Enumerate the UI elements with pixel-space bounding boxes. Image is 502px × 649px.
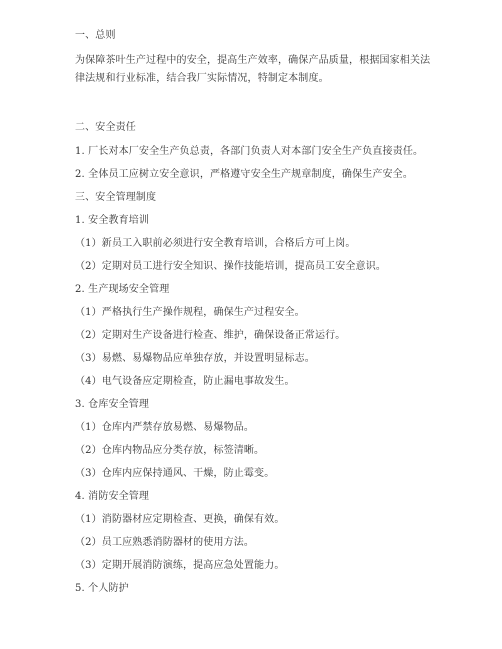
section-heading-management: 三、安全管理制度 — [75, 192, 157, 203]
list-item: （3）定期开展消防演练，提高应急处置能力。 — [75, 560, 285, 571]
subsection-heading: 5. 个人防护 — [75, 583, 129, 594]
subsection-heading: 2. 生产现场安全管理 — [75, 284, 170, 295]
section-heading-general: 一、总则 — [75, 30, 116, 41]
section-heading-responsibility: 二、安全责任 — [75, 122, 136, 133]
list-item: （1）消防器材应定期检查、更换，确保有效。 — [75, 514, 285, 525]
list-item: 2. 全体员工应树立安全意识，严格遵守安全生产规章制度，确保生产安全。 — [75, 169, 413, 180]
list-item: （3）仓库内应保持通风、干燥，防止霉变。 — [75, 468, 275, 479]
list-item: （4）电气设备应定期检查，防止漏电事故发生。 — [75, 376, 295, 387]
list-item: （2）定期对生产设备进行检查、维护，确保设备正常运行。 — [75, 330, 346, 341]
list-item: （1）严格执行生产操作规程，确保生产过程安全。 — [75, 307, 305, 318]
list-item: （2）员工应熟悉消防器材的使用方法。 — [75, 537, 255, 548]
subsection-heading: 3. 仓库安全管理 — [75, 399, 150, 410]
list-item: 1. 厂长对本厂安全生产负总责，各部门负责人对本部门安全生产负直接责任。 — [75, 146, 424, 157]
list-item: （1）新员工入职前必须进行安全教育培训，合格后方可上岗。 — [75, 238, 356, 249]
list-item: （2）仓库内物品应分类存放，标签清晰。 — [75, 445, 265, 456]
subsection-heading: 1. 安全教育培训 — [75, 215, 150, 226]
list-item: （1）仓库内严禁存放易燃、易爆物品。 — [75, 422, 255, 433]
list-item: （2）定期对员工进行安全知识、操作技能培训，提高员工安全意识。 — [75, 261, 387, 272]
subsection-heading: 4. 消防安全管理 — [75, 491, 150, 502]
paragraph-general: 为保障茶叶生产过程中的安全，提高生产效率，确保产品质量，根据国家相关法律法规和行业标准，结合我厂实际情况，特制定本制度。 — [75, 55, 431, 84]
list-item: （3）易燃、易爆物品应单独存放，并设置明显标志。 — [75, 353, 315, 364]
